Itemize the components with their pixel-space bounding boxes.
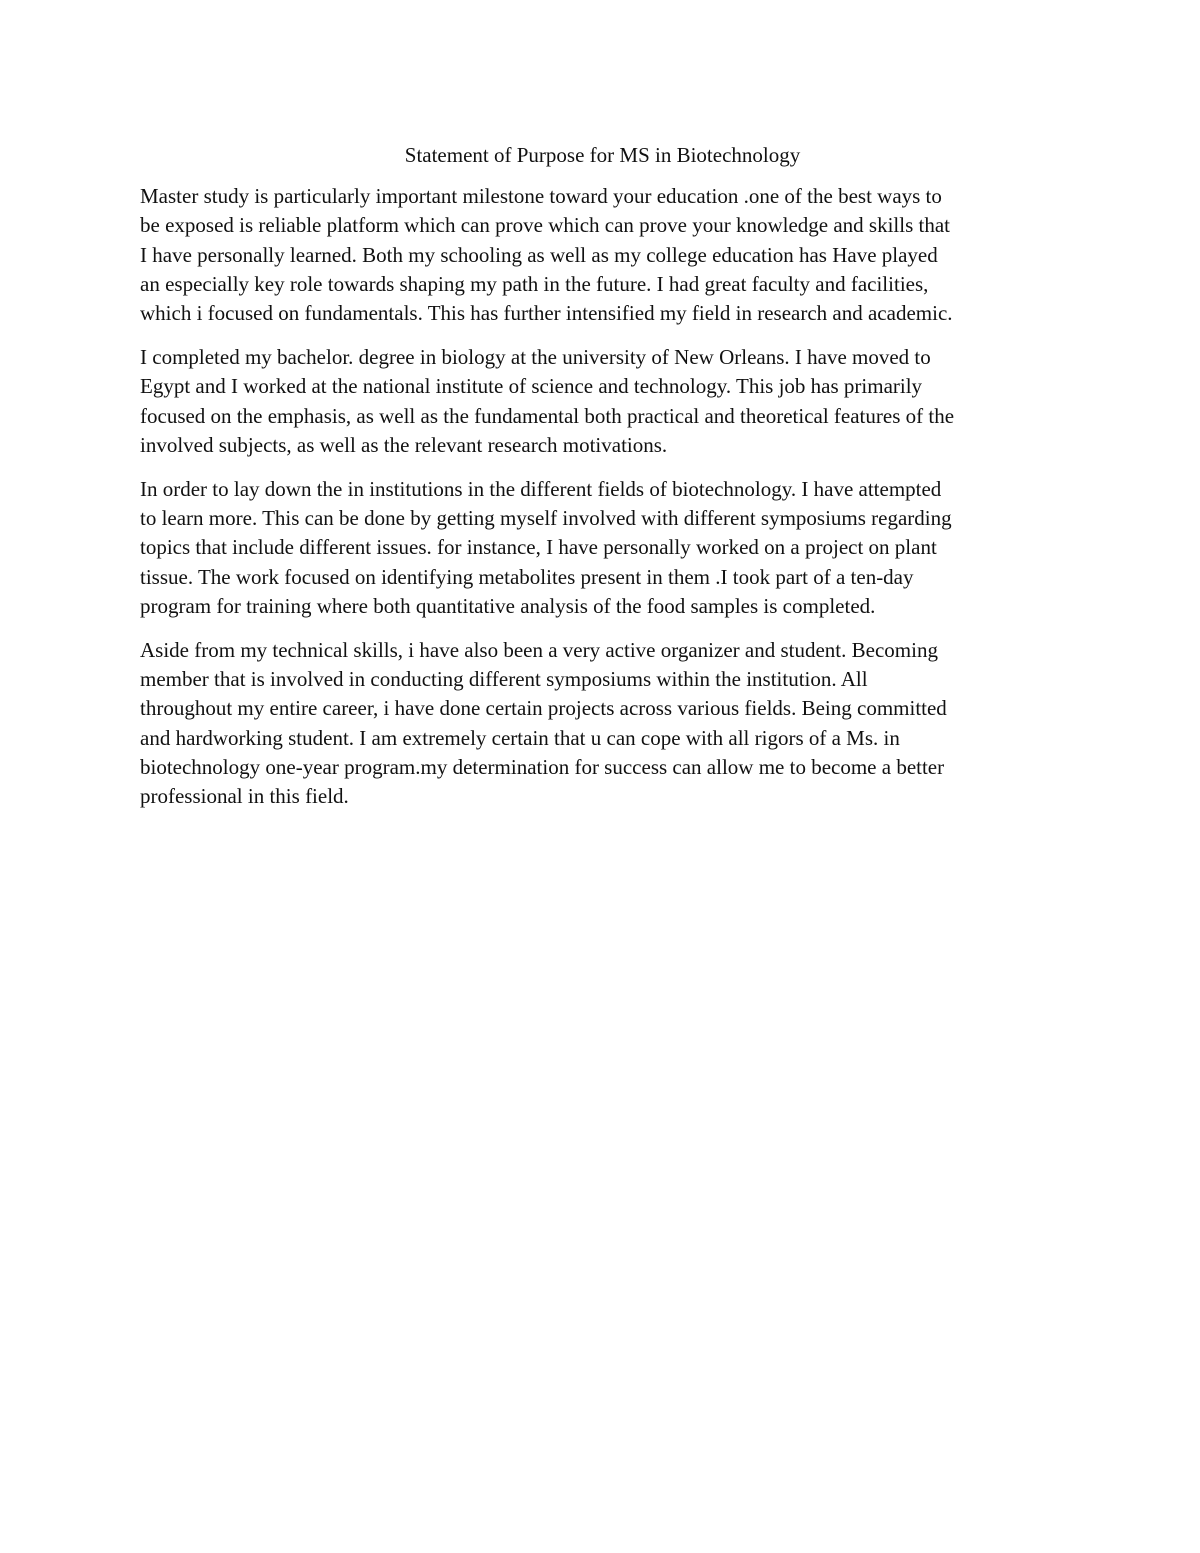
paragraph-line: throughout my entire career, i have done certain projects across various fields. Being committed	[140, 696, 947, 721]
paragraph-3	[140, 475, 1065, 621]
paragraph-line: professional in this field.	[140, 784, 349, 809]
paragraph-1	[140, 182, 1065, 328]
paragraph-line: topics that include different issues. for instance, I have personally worked on a project on plant	[140, 535, 937, 560]
paragraph-line: be exposed is reliable platform which can prove which can prove your knowledge and skills that	[140, 213, 951, 238]
paragraph-line: member that is involved in conducting different symposiums within the institution. All	[140, 667, 868, 692]
paragraph-line: Aside from my technical skills, i have also been a very active organizer and student. Becoming	[140, 638, 938, 663]
paragraph-2	[140, 343, 1065, 460]
paragraph-line: Master study is particularly important milestone toward your education .one of the best ways to	[140, 184, 942, 209]
paragraph-line: program for training where both quantitative analysis of the food samples is completed.	[140, 593, 876, 618]
paragraph-line: to learn more. This can be done by getting myself involved with different symposiums regarding	[140, 506, 952, 531]
paragraph-line: I completed my bachelor. degree in biology at the university of New Orleans. I have moved to	[140, 345, 931, 370]
paragraph-line: Egypt and I worked at the national institute of science and technology. This job has primarily	[140, 374, 923, 399]
paragraph-line: In order to lay down the in institutions in the different fields of biotechnology. I have attempted	[140, 477, 942, 502]
document-body	[140, 141, 1065, 826]
document-title: Statement of Purpose for MS in Biotechnology	[404, 143, 801, 167]
paragraph-line: I have personally learned. Both my schooling as well as my college education has Have played	[140, 242, 938, 267]
paragraph-line: involved subjects, as well as the relevant research motivations.	[140, 432, 668, 457]
paragraph-line: biotechnology one-year program.my determination for success can allow me to become a better	[140, 754, 945, 779]
paragraph-line: which i focused on fundamentals. This has further intensified my field in research and academic.	[140, 301, 953, 326]
paragraph-line: an especially key role towards shaping my path in the future. I had great faculty and facilities,	[140, 271, 929, 296]
paragraph-line: focused on the emphasis, as well as the fundamental both practical and theoretical features of the	[140, 403, 955, 428]
paragraph-line: tissue. The work focused on identifying metabolites present in them .I took part of a ten-day	[140, 564, 914, 589]
paragraph-line: and hardworking student. I am extremely certain that u can cope with all rigors of a Ms. in	[140, 725, 900, 750]
paragraph-4	[140, 636, 1065, 811]
